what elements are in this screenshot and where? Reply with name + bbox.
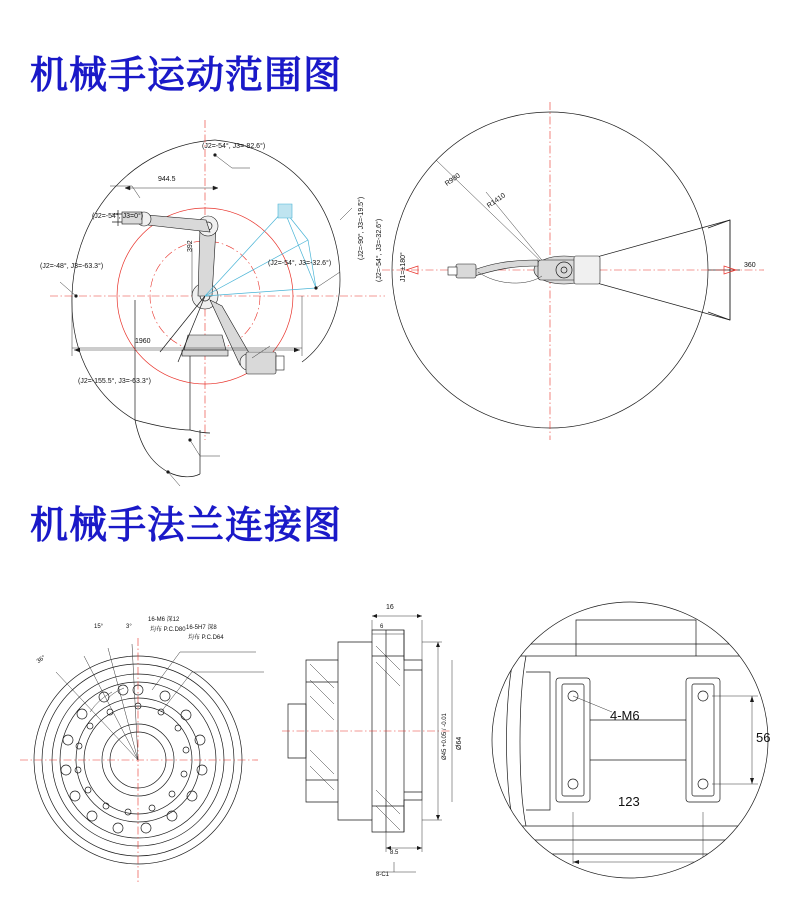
flange-front-svg: [20, 600, 270, 890]
label-dim-6: 6: [380, 624, 384, 630]
flange-side-svg: [276, 600, 496, 890]
label-top-marker: 360: [744, 262, 756, 269]
label-angle-3: 3°: [126, 624, 132, 630]
section-title-motion-range: 机械手运动范围图: [30, 53, 343, 97]
flange-front-view: [20, 600, 270, 890]
motion-range-side-view: [40, 100, 400, 460]
label-dim-phi45: Ø45 +0.05 / -0.01: [442, 713, 448, 760]
label-hole-pcd64: 均布 P.C.D64: [188, 635, 224, 641]
label-dim-123: 123: [618, 794, 640, 809]
label-top-angle: J1=±180°: [400, 252, 407, 282]
label-top-radius-2: R980: [444, 172, 462, 188]
label-dim-phi64: Ø64: [456, 736, 463, 750]
label-pose-bottom: (J2=-155.5°, J3=-63.3°): [78, 378, 151, 385]
label-pose-left: (J2=-48°, J3=-63.3°): [40, 263, 104, 270]
label-bolt-4m6: 4-M6: [610, 708, 640, 723]
label-hole-pcd80: 均布 P.C.D80: [150, 627, 186, 633]
side-view-svg: [40, 100, 400, 460]
label-dim-56: 56: [756, 730, 771, 745]
label-hole-16-5h7: 16-5H7 深8: [186, 625, 217, 631]
label-dim-1960: 1960: [135, 338, 151, 345]
top-view-svg: [378, 100, 768, 460]
motion-range-top-view: [378, 100, 768, 460]
label-top-radius: R1410: [486, 192, 507, 210]
label-note-8c1: 8-C1: [376, 872, 390, 878]
label-pose-far-right: (J2=-54°, J3=-32.6°): [376, 218, 383, 282]
label-dim-944: 944.5: [158, 176, 176, 183]
label-pose-right-lower: (J2=-54°, J3=-32.6°): [268, 260, 332, 267]
label-dim-16: 16: [386, 604, 394, 611]
label-dim-vertical: 392: [187, 240, 194, 252]
flange-detail-svg: [500, 600, 780, 890]
label-pose-left-upper: (J2=-54°, J3=0°): [92, 213, 144, 220]
label-angle-36: 36°: [36, 654, 47, 665]
label-dim-85: 8.5: [390, 850, 399, 856]
flange-detail-view: [500, 600, 780, 890]
label-pose-right-upper: (J2=-90°, J3=-19.5°): [358, 196, 365, 260]
label-angle-15: 15°: [94, 624, 104, 630]
section-title-flange-connection: 机械手法兰连接图: [30, 503, 343, 547]
flange-side-section-view: [276, 600, 496, 890]
label-pose-top: (J2=-54°, J3=-82.6°): [202, 143, 266, 150]
label-hole-16-m6: 16-M6 深12: [148, 617, 180, 623]
